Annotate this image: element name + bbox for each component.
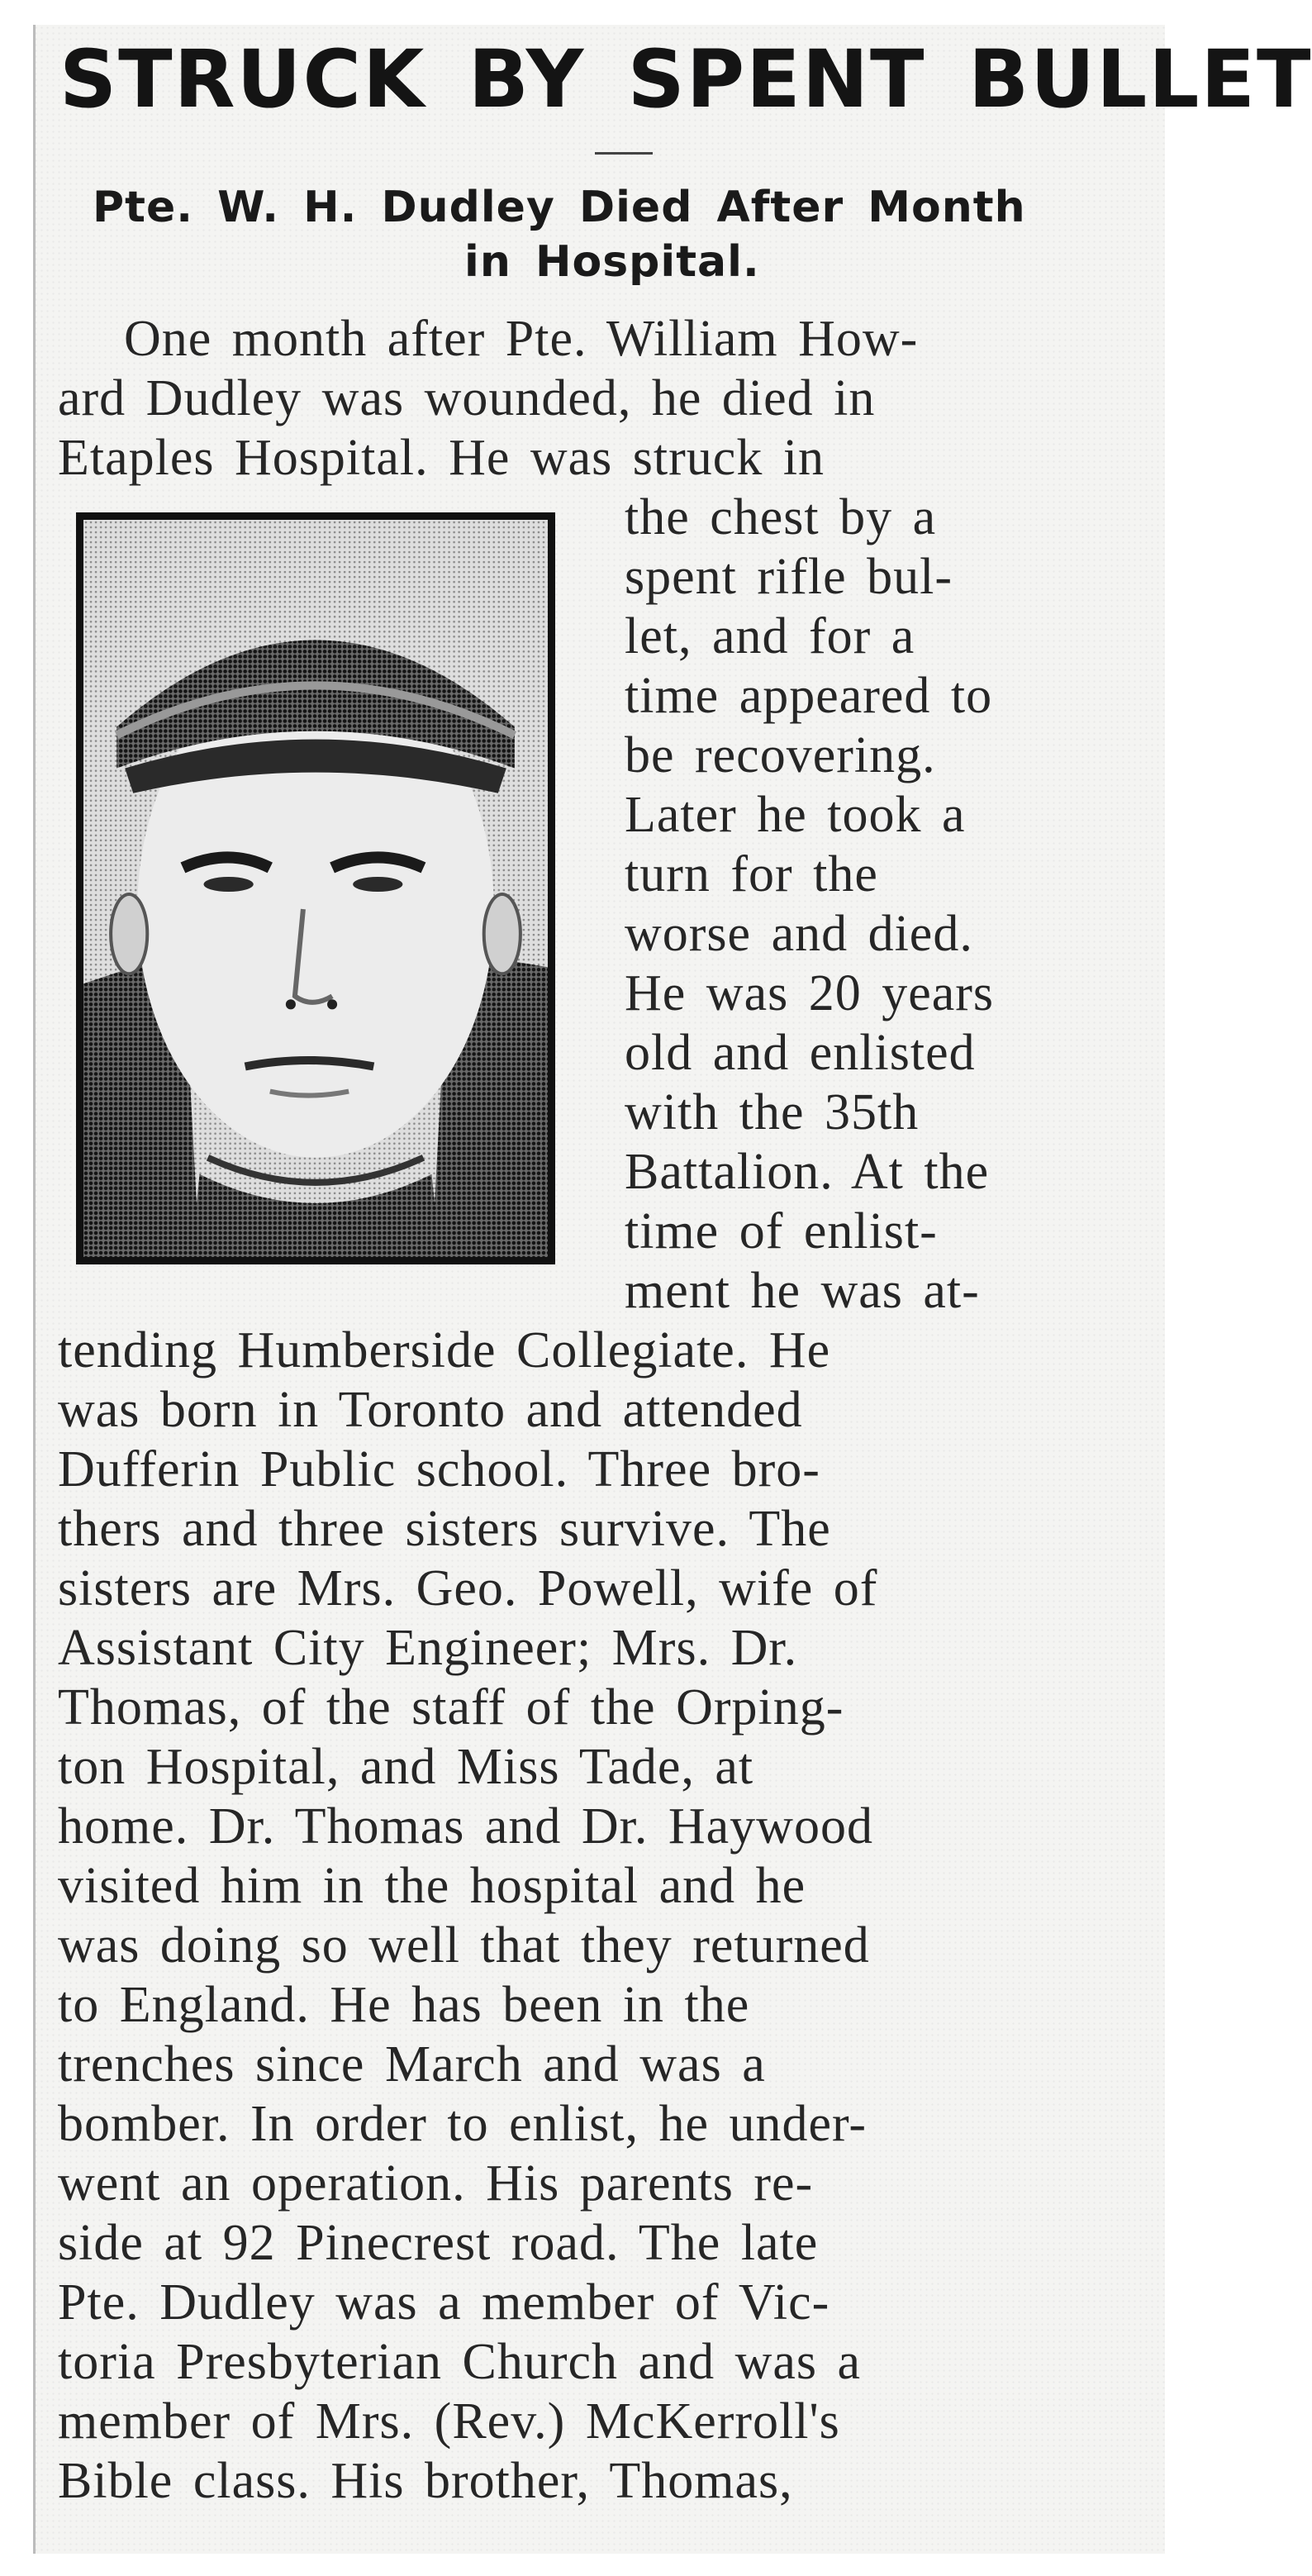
text-line: He was 20 years xyxy=(625,965,995,1021)
text-line: side at 92 Pinecrest road. The late xyxy=(58,2215,819,2271)
text-line: trenches since March and was a xyxy=(58,2036,766,2093)
text-line: One month after Pte. William How- xyxy=(124,311,919,367)
text-line: the chest by a xyxy=(625,489,937,545)
text-line: with the 35th xyxy=(625,1084,920,1140)
text-line: Etaples Hospital. He was struck in xyxy=(58,430,825,486)
text-line: Pte. Dudley was a member of Vic- xyxy=(58,2274,830,2331)
text-line: spent rifle bul- xyxy=(625,549,953,605)
subheadline-line-1: Pte. W. H. Dudley Died After Month xyxy=(93,183,1026,232)
text-line: time appeared to xyxy=(625,668,993,724)
subheadline xyxy=(59,180,1233,289)
text-line: home. Dr. Thomas and Dr. Haywood xyxy=(58,1798,873,1855)
text-line: toria Presbyterian Church and was a xyxy=(58,2334,862,2390)
text-line: bomber. In order to enlist, he under- xyxy=(58,2096,868,2152)
text-line: was doing so well that they returned xyxy=(58,1917,870,1974)
text-line: was born in Toronto and attended xyxy=(58,1382,803,1438)
text-line: Assistant City Engineer; Mrs. Dr. xyxy=(58,1620,798,1676)
text-line: Later he took a xyxy=(625,787,966,843)
text-line: ment he was at- xyxy=(625,1263,980,1319)
text-line: ton Hospital, and Miss Tade, at xyxy=(58,1739,754,1795)
text-line: Battalion. At the xyxy=(625,1144,990,1200)
news-clipping xyxy=(33,25,1312,2554)
text-line: worse and died. xyxy=(625,906,973,962)
text-line: turn for the xyxy=(625,846,878,902)
headline: STRUCK BY SPENT BULLET xyxy=(59,33,1312,126)
subheadline-line-2: in Hospital. xyxy=(464,237,760,287)
headline-rule xyxy=(595,152,653,155)
text-line: old and enlisted xyxy=(625,1025,976,1081)
text-line: Bible class. His brother, Thomas, xyxy=(58,2453,793,2509)
text-line: thers and three sisters survive. The xyxy=(58,1501,831,1557)
text-line: went an operation. His parents re- xyxy=(58,2155,814,2212)
article-body xyxy=(33,309,1206,2511)
text-line: sisters are Mrs. Geo. Powell, wife of xyxy=(58,1560,878,1617)
text-line: let, and for a xyxy=(625,608,915,664)
text-line: time of enlist- xyxy=(625,1203,938,1259)
text-line: visited him in the hospital and he xyxy=(58,1858,806,1914)
text-line: tending Humberside Collegiate. He xyxy=(58,1322,831,1378)
text-line: to England. He has been in the xyxy=(58,1977,750,2033)
text-line: Dufferin Public school. Three bro- xyxy=(58,1441,820,1498)
text-line: be recovering. xyxy=(625,727,936,783)
text-line: Thomas, of the staff of the Orping- xyxy=(58,1679,844,1736)
text-line: member of Mrs. (Rev.) McKerroll's xyxy=(58,2393,840,2450)
text-line: ard Dudley was wounded, he died in xyxy=(58,370,876,426)
